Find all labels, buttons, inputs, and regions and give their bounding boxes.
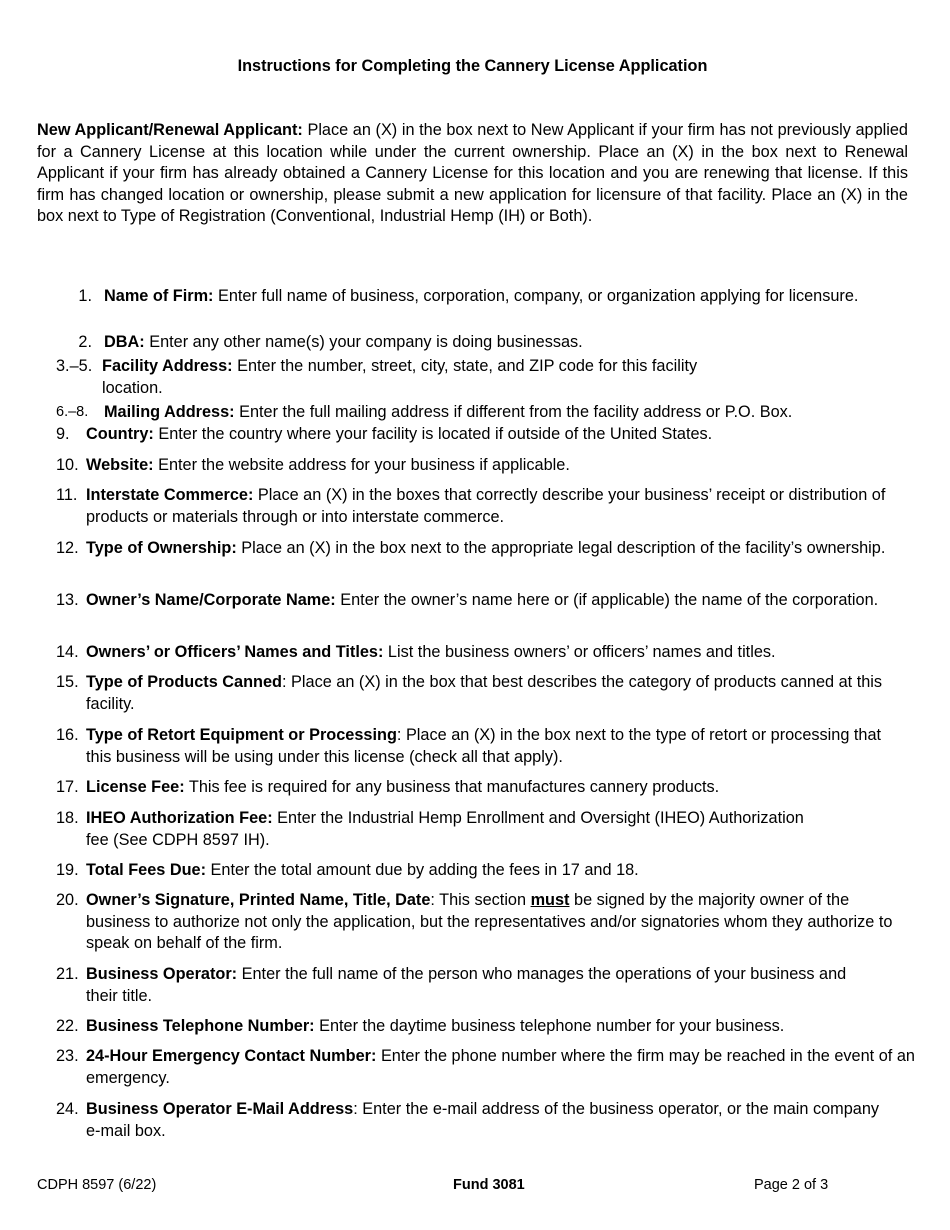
item-number: 3.–5.	[56, 357, 93, 375]
item-text: Enter the website address for your business if applicable.	[153, 456, 570, 474]
instruction-item-16	[56, 725, 896, 768]
item-text: Enter the daytime business telephone number for your business.	[314, 1017, 785, 1035]
item-number: 24.	[56, 1100, 79, 1118]
item-number: 12.	[56, 539, 79, 557]
instruction-item-1	[60, 286, 860, 308]
item-number: 11.	[56, 486, 78, 504]
item-label: Website:	[86, 456, 154, 474]
item-number: 6.–8.	[56, 404, 89, 420]
footer-page-number: Page 2 of 3	[754, 1177, 829, 1193]
instruction-item-21	[56, 964, 856, 1007]
item-label: Facility Address:	[102, 357, 233, 375]
footer-fund: Fund 3081	[453, 1177, 525, 1193]
item-label: Country:	[86, 425, 154, 443]
instruction-item-17	[56, 777, 916, 799]
item-number: 17.	[56, 778, 79, 796]
item-text: Enter any other name(s) your company is doing businessas.	[144, 333, 583, 351]
item-text: This fee is required for any business that manufactures cannery products.	[184, 778, 720, 796]
item-text: : Place an (X) in the box that best describes the category of products canned at this facility.	[86, 673, 883, 713]
item-number: 1.	[78, 287, 92, 305]
intro-paragraph	[37, 120, 908, 228]
item-text: Enter the full name of the person who manages the operations of your business and their title.	[86, 965, 847, 1005]
item-number: 10.	[56, 456, 79, 474]
instruction-item-9	[56, 424, 916, 446]
intro-text: Place an (X) in the box next to New Applicant if your firm has not previously applied for a Cannery License at this location while under the current ownership. Place an (X) in the box next to Renewal Applicant if your firm has already obtained a Cannery License for this location and you are renewing that license. If this firm has changed location or ownership, please submit a new application for licensure of that facility. Place an (X) in the box next to Type of Registration (Conventional, Industrial Hemp (IH) or Both).	[37, 121, 908, 225]
item-number: 14.	[56, 643, 79, 661]
instruction-item-11	[56, 485, 916, 528]
item-text: Place an (X) in the box next to the appropriate legal description of the facility’s ownership.	[236, 539, 886, 557]
item-emphasis: must	[530, 891, 570, 909]
instruction-item-24	[56, 1099, 886, 1142]
item-number: 9.	[56, 425, 70, 443]
item-number: 19.	[56, 861, 79, 879]
item-label: IHEO Authorization Fee:	[86, 809, 273, 827]
instruction-item-12	[56, 538, 916, 560]
item-label: Owner’s Signature, Printed Name, Title, Date	[86, 891, 431, 909]
item-label: DBA:	[104, 333, 145, 351]
instruction-item-22	[56, 1016, 926, 1038]
item-number: 20.	[56, 891, 79, 909]
item-number: 23.	[56, 1047, 79, 1065]
instruction-item-20	[56, 890, 912, 955]
item-label: Type of Products Canned	[86, 673, 282, 691]
item-text: Enter the number, street, city, state, and ZIP code for this facility location.	[102, 357, 698, 397]
item-text-continued: be signed by the majority owner of the business to authorize not only the application, but the representatives and/or signatories whom they authorize to speak on behalf of the firm.	[86, 891, 893, 952]
item-text: Enter the country where your facility is located if outside of the United States.	[153, 425, 713, 443]
item-label: Total Fees Due:	[86, 861, 207, 879]
item-number: 13.	[56, 591, 79, 609]
item-text: Enter the full mailing address if different from the facility address or P.O. Box.	[234, 403, 793, 421]
item-number: 21.	[56, 965, 79, 983]
instruction-item-2	[60, 332, 860, 354]
item-text: Enter the Industrial Hemp Enrollment and Oversight (IHEO) Authorization fee (See CDPH 8597 IH).	[86, 809, 804, 849]
instruction-item-14	[56, 642, 926, 664]
page-title: Instructions for Completing the Cannery License Application	[237, 57, 708, 75]
item-label: Business Telephone Number:	[86, 1017, 315, 1035]
item-label: Type of Retort Equipment or Processing	[86, 726, 397, 744]
item-text: List the business owners’ or officers’ names and titles.	[383, 643, 776, 661]
item-number: 18.	[56, 809, 79, 827]
item-number: 2.	[78, 333, 92, 351]
instruction-item-15	[56, 672, 896, 715]
item-label: 24-Hour Emergency Contact Number:	[86, 1047, 377, 1065]
item-label: Owner’s Name/Corporate Name:	[86, 591, 336, 609]
item-number: 22.	[56, 1017, 79, 1035]
item-text: : This section	[430, 891, 531, 909]
item-label: License Fee:	[86, 778, 185, 796]
instruction-item-23	[56, 1046, 916, 1089]
instruction-item-13	[56, 590, 916, 612]
footer-form-id: CDPH 8597 (6/22)	[37, 1177, 157, 1193]
instruction-item-6-8	[56, 402, 916, 424]
item-label: Mailing Address:	[104, 403, 235, 421]
item-text: Enter the total amount due by adding the fees in 17 and 18.	[206, 861, 639, 879]
item-number: 16.	[56, 726, 79, 744]
item-text: Enter full name of business, corporation, company, or organization applying for licensure.	[213, 287, 859, 305]
item-label: Business Operator E-Mail Address	[86, 1100, 354, 1118]
item-label: Name of Firm:	[104, 287, 214, 305]
item-text: Enter the owner’s name here or (if applicable) the name of the corporation.	[335, 591, 879, 609]
item-label: Business Operator:	[86, 965, 238, 983]
item-label: Type of Ownership:	[86, 539, 237, 557]
instruction-item-19	[56, 860, 916, 882]
instruction-item-3-5	[56, 356, 736, 399]
item-label: Interstate Commerce:	[86, 486, 254, 504]
item-label: Owners’ or Officers’ Names and Titles:	[86, 643, 384, 661]
item-text: : Enter the e-mail address of the business operator, or the main company e-mail box.	[86, 1100, 880, 1140]
item-text: Place an (X) in the boxes that correctly describe your business’ receipt or distribution of products or materials through or into interstate commerce.	[86, 486, 886, 526]
item-number: 15.	[56, 673, 79, 691]
intro-lead: New Applicant/Renewal Applicant:	[37, 121, 303, 139]
instruction-item-10	[56, 455, 916, 477]
item-text: : Place an (X) in the box next to the type of retort or processing that this business will be using under this license (check all that apply).	[86, 726, 882, 766]
item-text: Enter the phone number where the firm may be reached in the event of an emergency.	[86, 1047, 915, 1087]
instruction-item-18	[56, 808, 816, 851]
